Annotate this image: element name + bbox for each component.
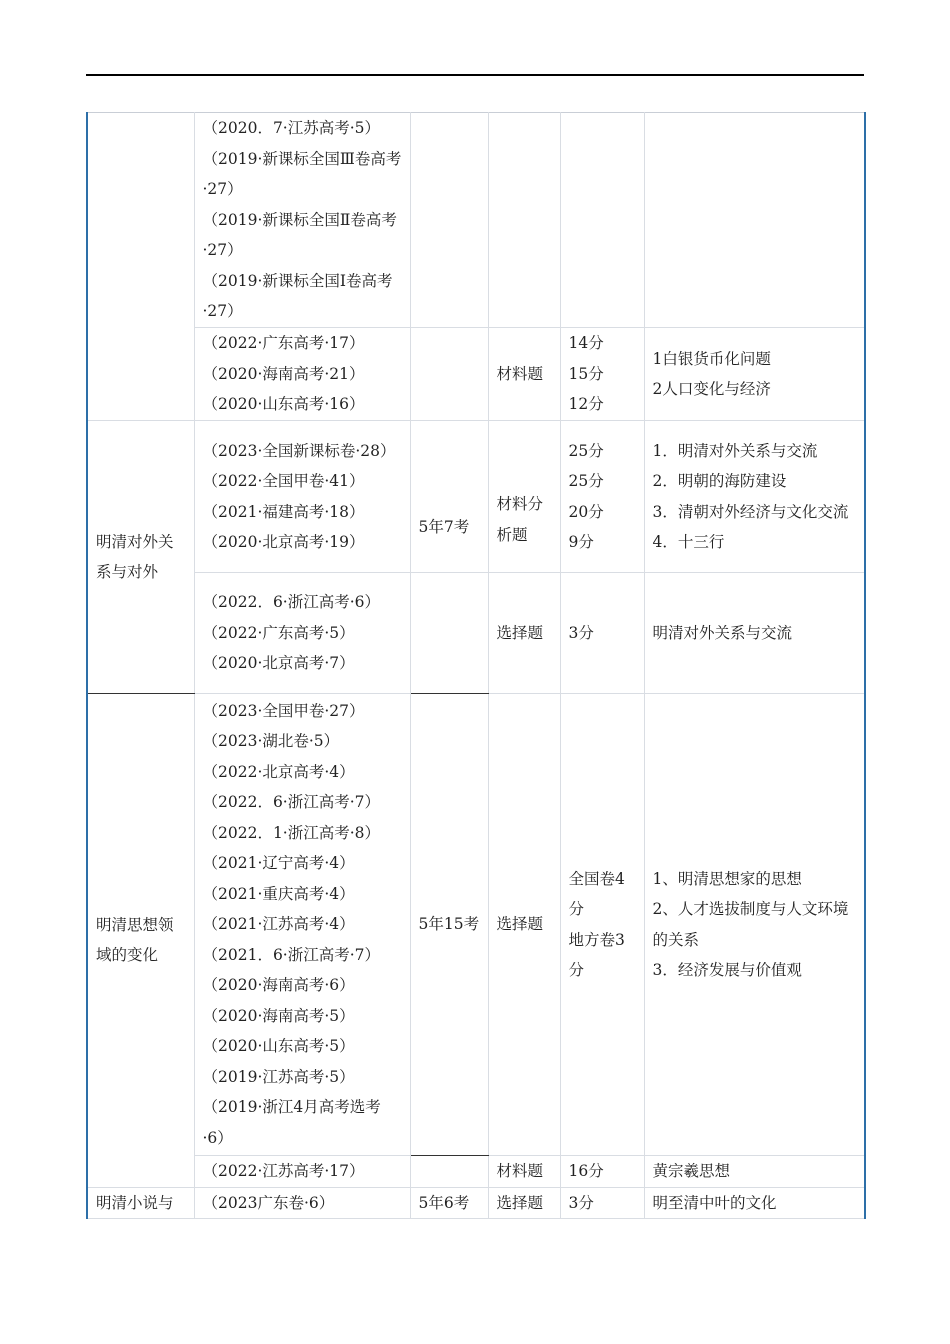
score-item: 20分 (568, 502, 604, 521)
score-item: 25分 (568, 441, 604, 460)
frequency-cell (410, 328, 488, 421)
points-cell (644, 328, 865, 421)
table-row (87, 1187, 865, 1219)
table-row (87, 113, 865, 328)
score-cell (560, 328, 644, 421)
source-item: （2023·湖北卷·5） (202, 732, 340, 751)
table-row (87, 573, 865, 694)
source-item: （2020·海南高考·5） (202, 1006, 355, 1025)
topic-cell (87, 113, 194, 421)
table-row (87, 328, 865, 421)
table-row (87, 1156, 865, 1188)
sources-cell (194, 328, 410, 421)
source-item: （2020·海南高考·21） (202, 364, 365, 383)
source-item: （2022·广东高考·5） (202, 623, 355, 642)
sources-cell (194, 573, 410, 694)
source-item: （2019·江苏高考·5） (202, 1067, 355, 1086)
source-item: （2022．6·浙江高考·7） (202, 793, 381, 812)
source-item: （2022．6·浙江高考·6） (202, 593, 381, 612)
source-item: （2021·福建高考·18） (202, 502, 365, 521)
sources-cell (194, 421, 410, 573)
table-row (87, 694, 865, 1156)
type-cell: 材料分析题 (488, 421, 560, 573)
score-cell: 3分 (560, 1187, 644, 1219)
frequency-cell (410, 113, 488, 328)
source-item: （2023·全国新课标卷·28） (202, 441, 396, 460)
table-row (87, 421, 865, 573)
frequency-cell: 5年6考 (410, 1187, 488, 1219)
source-item: （2022·北京高考·4） (202, 762, 355, 781)
sources-cell (194, 113, 410, 328)
topic-cell: 明清思想领域的变化 (87, 694, 194, 1188)
score-cell: 16分 (560, 1156, 644, 1188)
frequency-cell: 5年7考 (410, 421, 488, 573)
points-cell: 明至清中叶的文化 (644, 1187, 865, 1219)
score-item: 9分 (568, 533, 594, 551)
source-item: （2019·新课标全国Ⅱ卷高考·27） (202, 210, 397, 260)
source-item: （2023·全国甲卷·27） (202, 701, 365, 720)
type-cell: 材料题 (488, 328, 560, 421)
score-item: 全国卷4分 (568, 869, 625, 918)
sources-cell (194, 1156, 410, 1188)
points-cell (644, 113, 865, 328)
points-cell: 明清对外关系与交流 (644, 573, 865, 694)
point-item: 2．明朝的海防建设 (652, 472, 787, 490)
point-item: 1．明清对外关系与交流 (652, 441, 818, 460)
source-item: （2020·山东高考·5） (202, 1037, 355, 1056)
frequency-cell (410, 573, 488, 694)
score-cell (560, 421, 644, 573)
score-cell (560, 113, 644, 328)
source-item: （2020·北京高考·7） (202, 654, 355, 673)
source-item: （2021．6·浙江高考·7） (202, 945, 381, 964)
score-cell: 3分 (560, 573, 644, 694)
frequency-cell (410, 1156, 488, 1188)
points-cell: 黄宗羲思想 (644, 1156, 865, 1188)
sources-cell (194, 1187, 410, 1219)
type-cell (488, 113, 560, 328)
source-item: （2022·广东高考·17） (202, 334, 365, 353)
points-cell (644, 694, 865, 1156)
source-item: （2022．1·浙江高考·8） (202, 823, 381, 842)
exam-analysis-table (86, 112, 866, 1219)
sources-cell (194, 694, 410, 1156)
source-item: （2022·江苏高考·17） (202, 1162, 365, 1180)
points-cell (644, 421, 865, 573)
point-item: 2、人才选拔制度与人文环境的关系 (652, 900, 849, 949)
frequency-cell: 5年15考 (410, 694, 488, 1156)
point-item: 1、明清思想家的思想 (652, 869, 802, 888)
source-item: （2021·重庆高考·4） (202, 884, 355, 903)
score-item: 12分 (568, 395, 604, 414)
source-item: （2023广东卷·6） (202, 1193, 335, 1212)
source-item: （2019·新课标全国Ⅲ卷高考·27） (202, 149, 402, 199)
type-cell: 材料题 (488, 1156, 560, 1188)
point-item: 4．十三行 (652, 533, 725, 551)
source-item: （2020·海南高考·6） (202, 976, 355, 995)
point-item: 3．经济发展与价值观 (652, 961, 802, 979)
source-item: （2020·北京高考·19） (202, 533, 365, 551)
type-cell: 选择题 (488, 1187, 560, 1219)
score-item: 14分 (568, 334, 604, 353)
score-item: 25分 (568, 472, 604, 490)
source-item: （2019·浙江4月高考选考·6） (202, 1098, 381, 1147)
score-item: 15分 (568, 364, 604, 383)
point-item: 3．清朝对外经济与文化交流 (652, 502, 849, 521)
source-item: （2021·江苏高考·4） (202, 915, 355, 934)
score-cell (560, 694, 644, 1156)
source-item: （2020．7·江苏高考·5） (202, 119, 381, 138)
source-item: （2020·山东高考·16） (202, 395, 365, 414)
type-cell: 选择题 (488, 573, 560, 694)
score-item: 地方卷3分 (568, 930, 625, 979)
type-cell: 选择题 (488, 694, 560, 1156)
source-item: （2019·新课标全国Ⅰ卷高考·27） (202, 271, 393, 321)
topic-cell: 明清小说与 (87, 1187, 194, 1219)
source-item: （2021·辽宁高考·4） (202, 854, 355, 873)
point-item: 1白银货币化问题 (652, 349, 771, 368)
header-rule (86, 74, 864, 76)
point-item: 2人口变化与经济 (652, 380, 771, 398)
source-item: （2022·全国甲卷·41） (202, 472, 365, 490)
topic-cell: 明清对外关系与对外 (87, 421, 194, 694)
